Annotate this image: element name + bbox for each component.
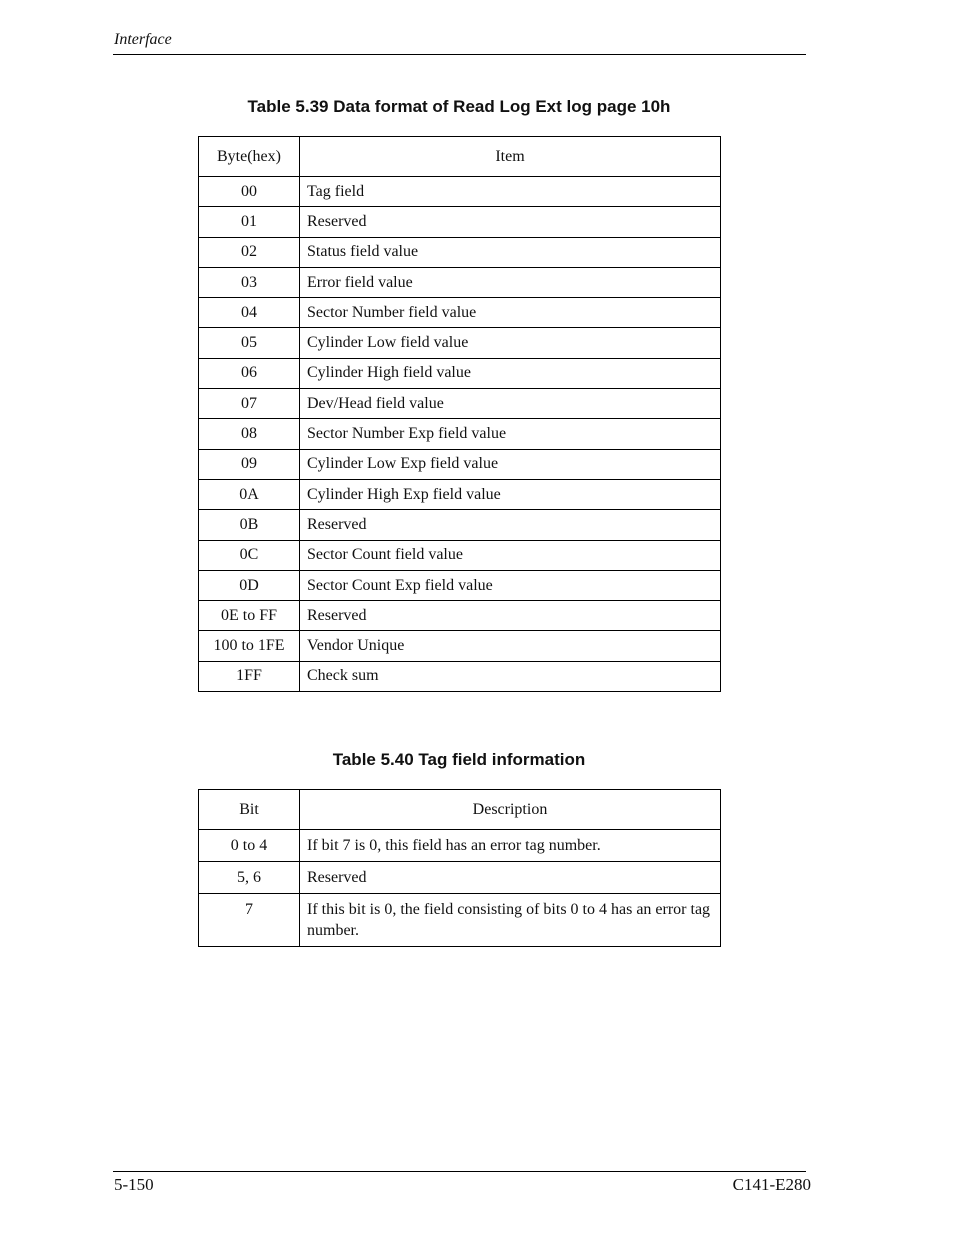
row-value-cell: Cylinder High Exp field value: [300, 479, 721, 509]
row-value-cell: Vendor Unique: [300, 631, 721, 661]
table-row: [199, 298, 721, 328]
row-key-cell: 06: [199, 358, 300, 388]
table-row: [199, 389, 721, 419]
row-key-cell: 0 to 4: [199, 830, 300, 862]
row-key-cell: 04: [199, 298, 300, 328]
row-key-cell: 0A: [199, 479, 300, 509]
table-row: [199, 267, 721, 297]
row-value-cell: If bit 7 is 0, this field has an error tag number.: [300, 830, 721, 862]
row-value-cell: Check sum: [300, 661, 721, 691]
row-key-cell: 0D: [199, 570, 300, 600]
running-header: Interface: [114, 31, 172, 48]
row-value-cell: Tag field: [300, 177, 721, 207]
column-header-description: Description: [300, 790, 721, 830]
row-key-cell: 0E to FF: [199, 601, 300, 631]
table-header-row: [199, 137, 721, 177]
row-value-cell: Sector Number Exp field value: [300, 419, 721, 449]
row-key-cell: 05: [199, 328, 300, 358]
header-rule: [113, 54, 806, 55]
read-log-ext-format-table: [198, 136, 721, 692]
row-value-cell: Reserved: [300, 601, 721, 631]
row-value-cell: Sector Count field value: [300, 540, 721, 570]
table-row: [199, 419, 721, 449]
table-row: [199, 862, 721, 894]
table-row: [199, 358, 721, 388]
table-row: [199, 570, 721, 600]
row-value-cell: Reserved: [300, 862, 721, 894]
row-key-cell: 07: [199, 389, 300, 419]
table-row: [199, 479, 721, 509]
document-id: C141-E280: [732, 1175, 811, 1194]
row-value-cell: Reserved: [300, 207, 721, 237]
column-header-byte: Byte(hex): [199, 137, 300, 177]
column-header-item: Item: [300, 137, 721, 177]
table-5-39-title: Table 5.39 Data format of Read Log Ext log page 10h: [247, 97, 671, 116]
table-5-40-title: Table 5.40 Tag field information: [332, 750, 586, 769]
table-row: [199, 894, 721, 947]
row-value-cell: Dev/Head field value: [300, 389, 721, 419]
table-row: [199, 237, 721, 267]
row-key-cell: 00: [199, 177, 300, 207]
table-row: [199, 207, 721, 237]
table-row: [199, 661, 721, 691]
row-key-cell: 09: [199, 449, 300, 479]
row-key-cell: 03: [199, 267, 300, 297]
table-row: [199, 540, 721, 570]
row-value-cell: Sector Number field value: [300, 298, 721, 328]
row-key-cell: 1FF: [199, 661, 300, 691]
row-value-cell: If this bit is 0, the field consisting of bits 0 to 4 has an error tag number.: [300, 894, 721, 947]
row-value-cell: Cylinder High field value: [300, 358, 721, 388]
row-key-cell: 7: [199, 894, 300, 947]
footer-rule: [113, 1171, 806, 1172]
row-value-cell: Cylinder Low field value: [300, 328, 721, 358]
row-value-cell: Sector Count Exp field value: [300, 570, 721, 600]
row-key-cell: 02: [199, 237, 300, 267]
row-key-cell: 100 to 1FE: [199, 631, 300, 661]
column-header-bit: Bit: [199, 790, 300, 830]
row-value-cell: Cylinder Low Exp field value: [300, 449, 721, 479]
table-row: [199, 510, 721, 540]
table-row: [199, 449, 721, 479]
row-value-cell: Reserved: [300, 510, 721, 540]
row-key-cell: 08: [199, 419, 300, 449]
table-row: [199, 631, 721, 661]
page-number: 5-150: [114, 1175, 154, 1194]
table-row: [199, 328, 721, 358]
table-row: [199, 177, 721, 207]
row-value-cell: Status field value: [300, 237, 721, 267]
row-key-cell: 0B: [199, 510, 300, 540]
row-key-cell: 0C: [199, 540, 300, 570]
table-row: [199, 601, 721, 631]
tag-field-information-table: [198, 789, 721, 947]
row-value-cell: Error field value: [300, 267, 721, 297]
table-row: [199, 830, 721, 862]
row-key-cell: 01: [199, 207, 300, 237]
row-key-cell: 5, 6: [199, 862, 300, 894]
table-header-row: [199, 790, 721, 830]
